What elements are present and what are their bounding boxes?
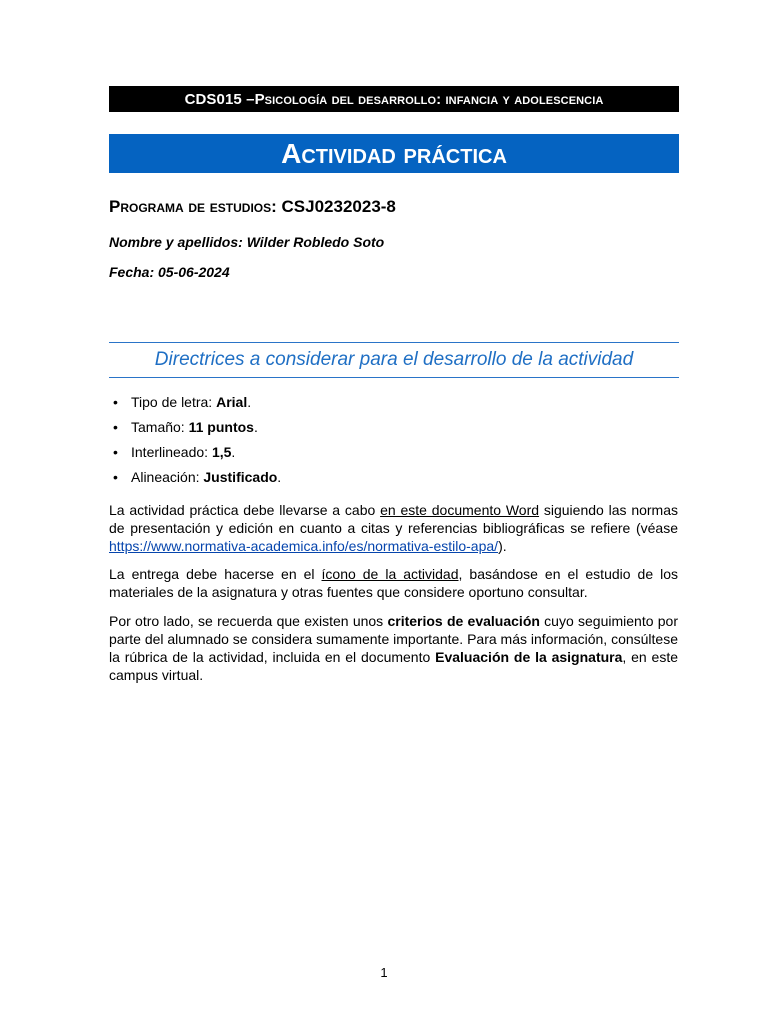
- apa-norms-link[interactable]: https://www.normativa-academica.info/es/normativa-estilo-apa/: [109, 538, 499, 554]
- rule-label: Interlineado:: [131, 444, 212, 460]
- document-title: Actividad práctica: [109, 134, 679, 173]
- bullet-icon: •: [113, 419, 118, 435]
- list-item: [109, 417, 281, 442]
- list-item: [109, 392, 281, 417]
- list-item: [109, 442, 281, 467]
- rule-end: .: [247, 394, 252, 410]
- guidelines-heading: Directrices a considerar para el desarrollo de la actividad: [109, 342, 679, 378]
- student-name: Nombre y apellidos: Wilder Robledo Soto: [109, 234, 385, 250]
- rule-label: Tipo de letra:: [131, 394, 217, 410]
- paragraph-instructions: La actividad práctica debe llevarse a cabo en este documento Word siguiendo las normas de presentación y edición en cuanto a citas y referencias bibliográficas se refiere (véase https://www.normativa-academica.info/es/normativa-estilo-apa/).: [109, 502, 679, 554]
- rule-value: Justificado: [203, 469, 278, 485]
- program-code: CSJ0232023-8: [281, 197, 396, 216]
- page-number: 1: [380, 965, 388, 980]
- rule-label: Tamaño:: [131, 419, 189, 435]
- course-header-bar: [109, 86, 679, 112]
- rule-end: .: [253, 419, 258, 435]
- rule-end: .: [277, 469, 282, 485]
- list-item: [109, 467, 281, 492]
- program-label: Programa de estudios:: [109, 197, 282, 216]
- rule-label: Alineación:: [131, 469, 204, 485]
- word-document-reference: en este documento Word: [380, 502, 540, 518]
- rule-value: 1,5: [211, 444, 232, 460]
- bullet-icon: •: [113, 394, 118, 410]
- bullet-icon: •: [113, 469, 118, 485]
- rule-value: 11 puntos: [188, 419, 254, 435]
- rule-end: .: [231, 444, 236, 460]
- evaluation-document: Evaluación de la asignatura: [435, 649, 623, 665]
- submission-date: Fecha: 05-06-2024: [109, 264, 230, 280]
- bullet-icon: •: [113, 444, 118, 460]
- paragraph-submission: La entrega debe hacerse en el ícono de la actividad, basándose en el estudio de los materiales de la asignatura y otras fuentes que considere oportuno consultar.: [109, 566, 679, 600]
- course-code: CDS015 –: [184, 90, 255, 108]
- program-line: [109, 197, 396, 217]
- paragraph-evaluation: Por otro lado, se recuerda que existen unos criterios de evaluación cuyo seguimiento por parte del alumnado se considera sumamente importante. Para más información, consúltese la rúbrica de la actividad, incluida en el documento Evaluación de la asignatura, en este campus virtual.: [109, 613, 679, 683]
- evaluation-criteria: criterios de evaluación: [387, 613, 540, 629]
- course-name: Psicología del desarrollo: infancia y adolescencia: [254, 90, 604, 108]
- format-rules-list: [109, 392, 281, 492]
- activity-icon-reference: ícono de la actividad: [321, 566, 459, 582]
- rule-value: Arial: [216, 394, 248, 410]
